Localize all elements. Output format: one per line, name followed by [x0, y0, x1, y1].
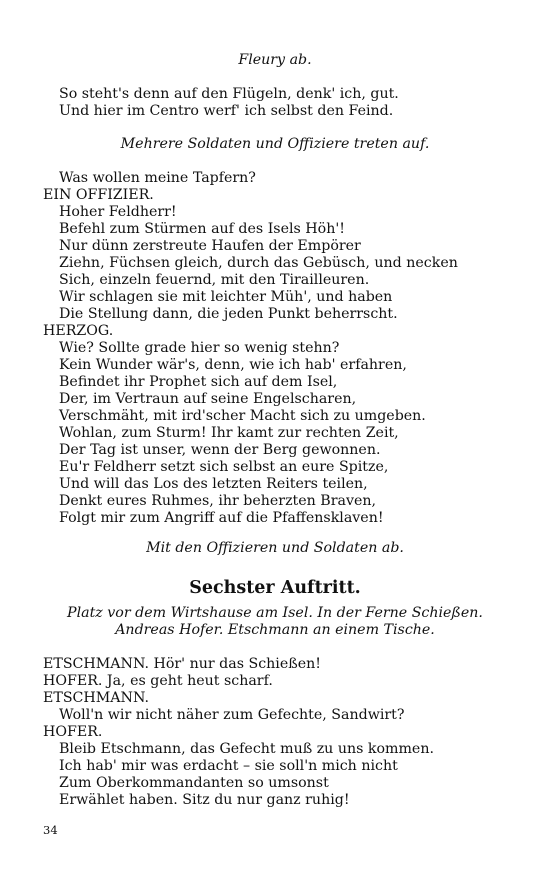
verse-line: Verschmäht, mit ird'scher Macht sich zu umgeben.	[59, 408, 426, 424]
verse-line: Kein Wunder wär's, denn, wie ich hab' erfahren,	[59, 357, 407, 373]
verse-line: Befehl zum Stürmen auf des Isels Höh'!	[59, 221, 345, 237]
scene-heading: Sechster Auftritt.	[189, 578, 361, 598]
stage-direction: Mehrere Soldaten und Offiziere treten auf.	[120, 136, 430, 152]
page-number: 34	[43, 823, 58, 837]
verse-line: Nur dünn zerstreute Haufen der Empörer	[59, 238, 361, 254]
dialogue-line: ETSCHMANN. Hör' nur das Schießen!	[43, 656, 321, 672]
verse-line: Wohlan, zum Sturm! Ihr kamt zur rechten Zeit,	[59, 425, 399, 441]
verse-line: Folgt mir zum Angriff auf die Pfaffensklaven!	[59, 510, 384, 526]
verse-line: So steht's denn auf den Flügeln, denk' ich, gut.	[59, 86, 399, 102]
speaker-name: HOFER.	[43, 724, 103, 740]
verse-line: Zum Oberkommandanten so umsonst	[59, 775, 329, 791]
speaker-name: ETSCHMANN.	[43, 690, 149, 706]
verse-line: Sich, einzeln feuernd, mit den Tirailleuren.	[59, 272, 370, 288]
verse-line: Wie? Sollte grade hier so wenig stehn?	[59, 340, 340, 356]
stage-direction: Andreas Hofer. Etschmann an einem Tische.	[115, 622, 435, 638]
dialogue-line: HOFER. Ja, es geht heut scharf.	[43, 673, 273, 689]
verse-line: Was wollen meine Tapfern?	[59, 170, 256, 186]
verse-line: Denkt eures Ruhmes, ihr beherzten Braven,	[59, 493, 377, 509]
verse-line: Hoher Feldherr!	[59, 204, 177, 220]
verse-line: Die Stellung dann, die jeden Punkt beherrscht.	[59, 306, 398, 322]
verse-line: Erwählet haben. Sitz du nur ganz ruhig!	[59, 792, 350, 808]
verse-line: Der, im Vertraun auf seine Engelscharen,	[59, 391, 357, 407]
verse-line: Der Tag ist unser, wenn der Berg gewonnen.	[59, 442, 381, 458]
verse-line: Ich hab' mir was erdacht – sie soll'n mich nicht	[59, 758, 398, 774]
verse-line: Ziehn, Füchsen gleich, durch das Gebüsch, und necken	[59, 255, 458, 271]
stage-direction: Fleury ab.	[238, 52, 312, 68]
speaker-name: EIN OFFIZIER.	[43, 187, 154, 203]
verse-line: Befindet ihr Prophet sich auf dem Isel,	[59, 374, 338, 390]
verse-line: Und hier im Centro werf' ich selbst den Feind.	[59, 103, 394, 119]
stage-direction: Platz vor dem Wirtshause am Isel. In der Ferne Schießen.	[67, 605, 483, 621]
stage-direction: Mit den Offizieren und Soldaten ab.	[146, 540, 404, 556]
verse-line: Woll'n wir nicht näher zum Gefechte, Sandwirt?	[59, 707, 405, 723]
verse-line: Wir schlagen sie mit leichter Müh', und haben	[59, 289, 393, 305]
verse-line: Eu'r Feldherr setzt sich selbst an eure Spitze,	[59, 459, 389, 475]
speaker-name: HERZOG.	[43, 323, 114, 339]
verse-line: Und will das Los des letzten Reiters teilen,	[59, 476, 368, 492]
verse-line: Bleib Etschmann, das Gefecht muß zu uns kommen.	[59, 741, 434, 757]
